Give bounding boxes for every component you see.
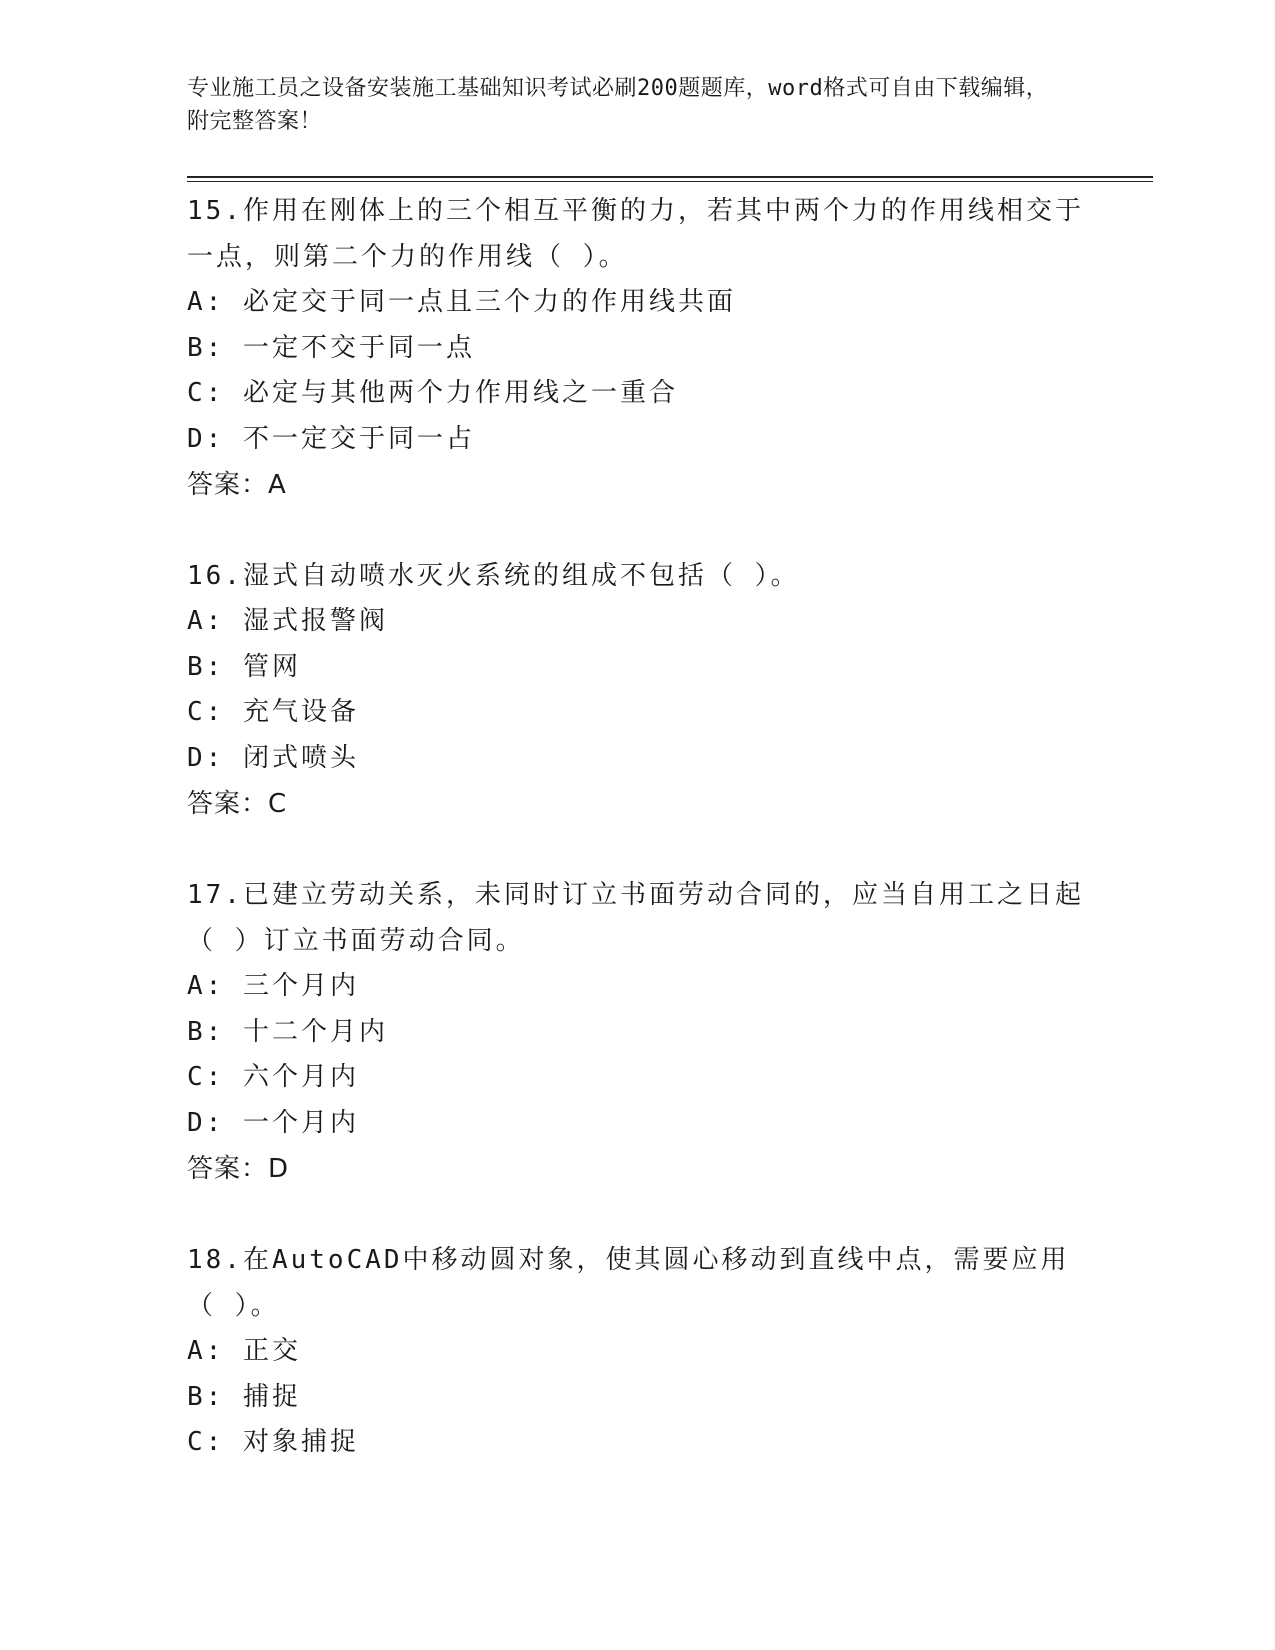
header-divider-thick [187,176,1153,178]
document-header-title: 专业施工员之设备安装施工基础知识考试必刷200题题库，word格式可自由下载编辑，附完整答案！ [187,76,1049,134]
option-c: C: 必定与其他两个力作用线之一重合 [187,378,678,408]
answer-label: 答案：D [187,1154,290,1184]
option-b: B: 捕捉 [187,1381,301,1412]
option-d: D: 一个月内 [187,1107,359,1138]
option-a: A: 湿式报警阀 [187,606,388,636]
option-c: C: 六个月内 [187,1062,359,1092]
option-a: A: 三个月内 [187,971,359,1001]
answer-label: 答案：C [187,789,288,819]
question-18 [187,1237,1087,1466]
option-c: C: 充气设备 [187,697,359,727]
question-stem: 16.湿式自动喷水灭火系统的组成不包括（ ）。 [187,561,800,591]
question-stem: 17.已建立劳动关系，未同时订立书面劳动合同的，应当自用工之日起（ ）订立书面劳动合同。 [187,880,1084,956]
option-d: D: 闭式喷头 [187,742,359,773]
option-c: C: 对象捕捉 [187,1427,359,1457]
question-16 [187,553,1087,827]
answer-label: 答案：A [187,470,287,500]
question-list [187,188,1087,1511]
option-a: A: 必定交于同一点且三个力的作用线共面 [187,287,736,317]
option-a: A: 正交 [187,1336,301,1366]
option-b: B: 十二个月内 [187,1016,388,1047]
option-b: B: 一定不交于同一点 [187,332,475,363]
option-d: D: 不一定交于同一占 [187,423,475,454]
option-b: B: 管网 [187,651,301,682]
header-divider-thin [187,181,1153,182]
question-17 [187,872,1087,1192]
question-stem: 18.在AutoCAD中移动圆对象，使其圆心移动到直线中点，需要应用（ ）。 [187,1245,1070,1321]
question-15 [187,188,1087,508]
question-stem: 15.作用在刚体上的三个相互平衡的力，若其中两个力的作用线相交于一点，则第二个力的作用线（ ）。 [187,196,1084,272]
